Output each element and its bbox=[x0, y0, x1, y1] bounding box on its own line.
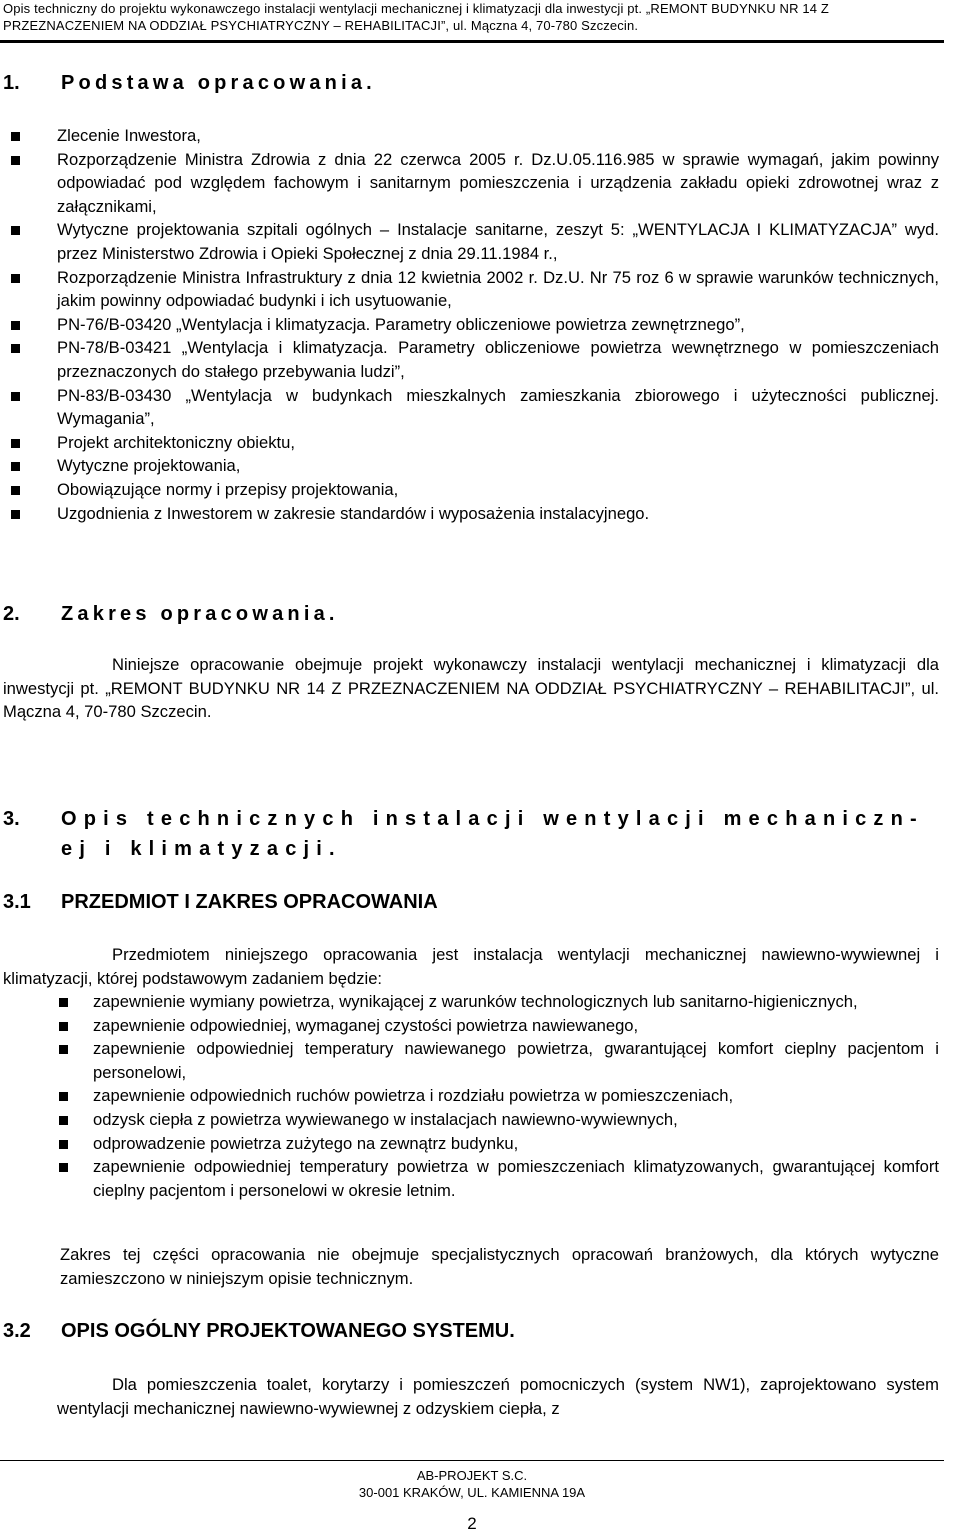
header-rule bbox=[0, 40, 944, 43]
subsection-3-1-closing: Zakres tej części opracowania nie obejmuje specjalistycznych opracowań branżowych, dla których wytyczne zamieszczono w niniejszym opisie technicznym. bbox=[60, 1245, 939, 1288]
subsection-3-1-heading bbox=[3, 891, 438, 914]
subsection-3-2-title: OPIS OGÓLNY PROJEKTOWANEGO SYSTEMU. bbox=[61, 1320, 515, 1342]
list-item: Zlecenie Inwestora, bbox=[0, 124, 939, 148]
list-item: odzysk ciepła z powietrza wywiewanego w instalacjach nawiewno-wywiewnych, bbox=[0, 1108, 939, 1132]
list-item: Wytyczne projektowania szpitali ogólnych – Instalacje sanitarne, zeszyt 5: „WENTYLACJA I KLIMATYZACJA” wyd. przez Ministerstwo Zdrowia i Opieki Społecznej z dnia 29.11.1984 r., bbox=[0, 218, 939, 265]
bullet-icon bbox=[11, 344, 20, 353]
subsection-3-1-number: 3.1 bbox=[3, 891, 31, 913]
section-3-heading-line-1 bbox=[3, 808, 939, 831]
bullet-icon bbox=[59, 1140, 68, 1149]
bullet-icon bbox=[11, 510, 20, 519]
bullet-icon bbox=[11, 439, 20, 448]
footer-address: 30-001 KRAKÓW, UL. KAMIENNA 19A bbox=[358, 1485, 586, 1500]
list-item: PN-78/B-03421 „Wentylacja i klimatyzacja. Parametry obliczeniowe powietrza wewnętrznego w pomieszczeniach przeznaczonych do stałego przebywania ludzi”, bbox=[0, 336, 939, 383]
list-item: PN-83/B-03430 „Wentylacja w budynkach mieszkalnych zamieszkania zbiorowego i użyteczności publicznej. Wymagania”, bbox=[0, 384, 939, 431]
list-item: zapewnienie odpowiedniej temperatury nawiewanego powietrza, gwarantującej komfort cieplny pacjentom i personelowi, bbox=[0, 1037, 939, 1084]
section-1-number: 1. bbox=[3, 72, 20, 94]
bullet-icon bbox=[59, 1163, 68, 1172]
list-item: Uzgodnienia z Inwestorem w zakresie standardów i wyposażenia instalacyjnego. bbox=[0, 502, 939, 526]
section-3-title-line-2: ej i klimatyzacji. bbox=[61, 838, 342, 860]
section-3-number: 3. bbox=[3, 808, 20, 830]
list-item: Rozporządzenie Ministra Zdrowia z dnia 22 czerwca 2005 r. Dz.U.05.116.985 w sprawie wymagań, jakim powinny odpowiadać pod względem fachowym i sanitarnym pomieszczenia i urządzenia zakładu opieki zdrowotnej wraz z załącznikami, bbox=[0, 148, 939, 219]
section-2-heading bbox=[3, 603, 339, 626]
subsection-3-1-title: PRZEDMIOT I ZAKRES OPRACOWANIA bbox=[61, 891, 438, 913]
bullet-icon bbox=[11, 462, 20, 471]
bullet-icon bbox=[11, 392, 20, 401]
subsection-3-2-paragraph: Dla pomieszczenia toalet, korytarzy i pomieszczeń pomocniczych (system NW1), zaprojektowano system wentylacji mechanicznej nawiewno-wywiewnej z odzyskiem ciepła, z bbox=[57, 1375, 939, 1418]
bullet-icon bbox=[11, 156, 20, 165]
subsection-3-1-intro: Przedmiotem niniejszego opracowania jest instalacja wentylacji mechanicznej nawiewno-wywiewnej i klimatyzacji, której podstawowym zadaniem będzie: bbox=[3, 945, 939, 988]
list-item: odprowadzenie powietrza zużytego na zewnątrz budynku, bbox=[0, 1132, 939, 1156]
list-item: Wytyczne projektowania, bbox=[0, 454, 939, 478]
section-1-list bbox=[0, 124, 939, 525]
list-item: PN-76/B-03420 „Wentylacja i klimatyzacja. Parametry obliczeniowe powietrza zewnętrznego”, bbox=[0, 313, 939, 337]
bullet-icon bbox=[11, 132, 20, 141]
section-3-title-line-1: Opis technicznych instalacji wentylacji mechaniczn- bbox=[61, 808, 924, 830]
bullet-icon bbox=[11, 321, 20, 330]
bullet-icon bbox=[59, 1022, 68, 1031]
list-item: zapewnienie wymiany powietrza, wynikającej z warunków technologicznych lub sanitarno-higienicznych, bbox=[0, 990, 939, 1014]
header-line-1: Opis techniczny do projektu wykonawczego instalacji wentylacji mechanicznej i klimatyzacji dla inwestycji pt. „REMONT BUDYNKU NR 14 Z bbox=[3, 1, 829, 16]
bullet-icon bbox=[59, 1092, 68, 1101]
bullet-icon bbox=[59, 998, 68, 1007]
page-number: 2 bbox=[467, 1514, 477, 1533]
section-2-number: 2. bbox=[3, 603, 20, 625]
list-item: Projekt architektoniczny obiektu, bbox=[0, 431, 939, 455]
list-item: Obowiązujące normy i przepisy projektowania, bbox=[0, 478, 939, 502]
section-2-title: Zakres opracowania. bbox=[61, 603, 339, 625]
page-header bbox=[3, 0, 945, 34]
section-1-heading bbox=[3, 72, 376, 95]
bullet-icon bbox=[11, 226, 20, 235]
subsection-3-2-heading bbox=[3, 1320, 515, 1343]
header-line-2: PRZEZNACZENIEM NA ODDZIAŁ PSYCHIATRYCZNY – REHABILITACJI”, ul. Mączna 4, 70-780 Szczecin. bbox=[3, 18, 639, 33]
list-item: zapewnienie odpowiedniej, wymaganej czystości powietrza nawiewanego, bbox=[0, 1014, 939, 1038]
list-item: zapewnienie odpowiednich ruchów powietrza i rozdziału powietrza w pomieszczeniach, bbox=[0, 1084, 939, 1108]
bullet-icon bbox=[59, 1116, 68, 1125]
subsection-3-2-number: 3.2 bbox=[3, 1320, 31, 1342]
list-item: zapewnienie odpowiedniej temperatury powietrza w pomieszczeniach klimatyzowanych, gwarantującej komfort cieplny pacjentom i personelowi w okresie letnim. bbox=[0, 1155, 939, 1202]
bullet-icon bbox=[11, 486, 20, 495]
footer-company: AB-PROJEKT S.C. bbox=[416, 1468, 528, 1483]
section-1-title: Podstawa opracowania. bbox=[61, 72, 376, 94]
bullet-icon bbox=[59, 1045, 68, 1054]
section-2-paragraph: Niniejsze opracowanie obejmuje projekt wykonawczy instalacji wentylacji mechanicznej i klimatyzacji dla inwestycji pt. „REMONT BUDYNKU NR 14 Z PRZEZNACZENIEM NA ODDZIAŁ PSYCHIATRYCZNY – REHABILITACJI”, ul. Mączna 4, 70-780 Szczecin. bbox=[3, 655, 939, 722]
bullet-icon bbox=[11, 274, 20, 283]
list-item: Rozporządzenie Ministra Infrastruktury z dnia 12 kwietnia 2002 r. Dz.U. Nr 75 roz 6 w sprawie warunków technicznych, jakim powinny odpowiadać budynki i ich usytuowanie, bbox=[0, 266, 939, 313]
subsection-3-1-list bbox=[0, 990, 939, 1202]
footer-rule bbox=[0, 1460, 944, 1461]
